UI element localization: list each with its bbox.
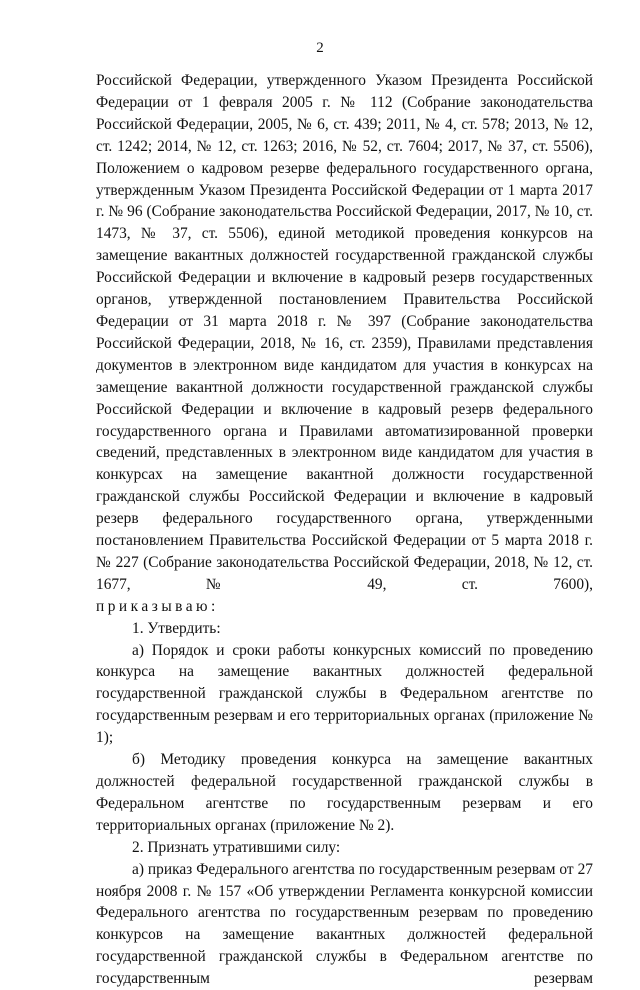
document-body [96,70,593,990]
paragraph-item-1b: б) Методику проведения конкурса на замещение вакантных должностей федеральной государственной гражданской службы в Федеральном агентстве по государственным резервам и его территориальных органах (приложение № 2). [96,751,593,834]
page-number: 2 [316,40,324,56]
paragraph-item-2a: а) приказ Федерального агентства по государственным резервам от 27 ноября 2008 г. № 157 «Об утверждении Регламента конкурсной комиссии Федерального агентства по государственным резервам по проведению конкурсов на замещение вакантных должностей федеральной государственной гражданской службы в Федеральном агентстве по государственным резервам [96,860,593,988]
paragraph-order-word: приказываю: [96,597,219,615]
paragraph-item-1: 1. Утвердить: [132,619,221,637]
paragraph-item-1a: а) Порядок и сроки работы конкурсных комиссий по проведению конкурса на замещение вакантных должностей федеральной государственной гражданской службы в Федеральном агентстве по государственным резервам и его территориальных органах (приложение № 1); [96,641,593,747]
paragraph-item-2: 2. Признать утратившими силу: [132,838,341,856]
paragraph-preamble: Российской Федерации, утвержденного Указом Президента Российской Федерации от 1 февраля 2005 г. № 112 (Собрание законодательства Российской Федерации, 2005, № 6, ст. 439; 2011, № 4, ст. 578; 2013, № 12, ст. 1242; 2014, № 12, ст. 1263; 2016, № 52, ст. 7604; 2017, № 37, ст. 5506), Положением о кадровом резерве федерального государственного органа, утвержденным Указом Президента Российской Федерации от 1 марта 2017 г. № 96 (Собрание законодательства Российской Федерации, 2017, № 10, ст. 1473, № 37, ст. 5506), единой методикой проведения конкурсов на замещение вакантных должностей государственной гражданской службы Российской Федерации и включение в кадровый резерв государственных органов, утвержденной постановлением Правительства Российской Федерации от 31 марта 2018 г. № 397 (Собрание законодательства Российской Федерации, 2018, № 16, ст. 2359), Правилами представления документов в электронном виде кандидатом для участия в конкурсах на замещение вакантной должности государственной гражданской службы Российской Федерации и включение в кадровый резерв федерального государственного органа и Правилами автоматизированной проверки сведений, представленных в электронном виде кандидатом для участия в конкурсах на замещение вакантной должности государственной гражданской службы Российской Федерации и включение в кадровый резерв федерального государственного органа, утвержденными постановлением Правительства Российской Федерации от 5 марта 2018 г. № 227 (Собрание законодательства Российской Федерации, 2018, № 12, ст. 1677, № 49, ст. 7600), [96,72,593,593]
